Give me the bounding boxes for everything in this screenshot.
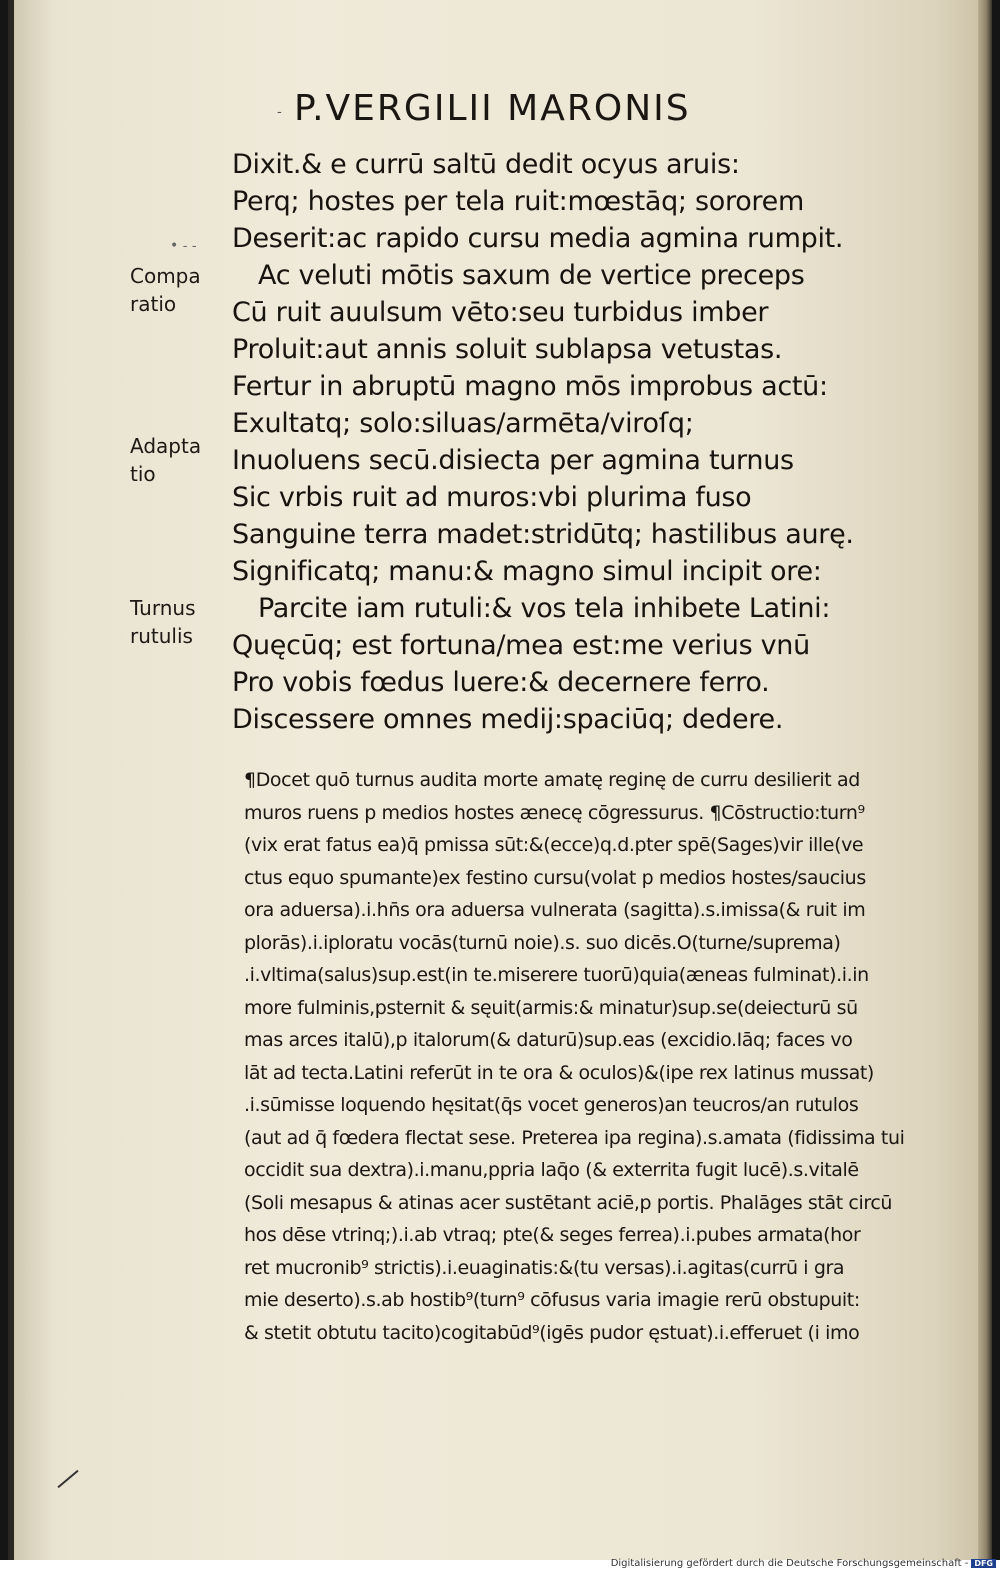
commentary-line: (vix erat fatus ea)q̄ pmissa sūt:&(ecce)q.d.pter spē(Sages)vir ille(ve — [244, 834, 864, 856]
verse-line: Dixit.& e currū saltū dedit ocyus aruis: — [232, 149, 740, 180]
verse-line: Cū ruit auulsum vēto:seu turbidus imber — [232, 297, 769, 328]
margin-note-line: Turnus — [130, 596, 196, 620]
verse-line: Sic vrbis ruit ad muros:vbi plurima fuso — [232, 482, 752, 513]
verse-line: Inuoluens secū.disiecta per agmina turnus — [232, 445, 794, 476]
verse-line: Significatq; manu:& magno simul incipit ore: — [232, 556, 822, 587]
margin-note-adaptatio — [130, 432, 201, 488]
dfg-logo: DFG — [971, 1559, 996, 1568]
commentary-line: more fulminis,psternit & sęuit(armis:& minatur)sup.se(deiecturū sū — [244, 996, 858, 1019]
commentary-line: lāt ad tecta.Latini referūt in te ora & oculos)&(ipe rex latinus mussat) — [244, 1061, 874, 1084]
margin-note-line: tio — [130, 462, 156, 486]
margin-note-line: ratio — [130, 292, 177, 316]
commentary-line: (aut ad q̄ fœdera flectat sese. Preterea ipa regina).s.amata (fidissima tui — [244, 1126, 905, 1149]
commentary-line: ora aduersa).i.hn̄s ora aduersa vulnerata (sagitta).s.imissa(& ruit im — [244, 899, 866, 921]
verse-line: Quęcūq; est fortuna/mea est:me verius vnū — [232, 630, 810, 661]
commentary-line: (Soli mesapus & atinas acer sustētant aciē,p portis. Phalāges stāt circū — [244, 1191, 893, 1214]
commentary-line: mas arces italū),p italorum(& daturū)sup.eas (excidio.Iāq; faces vo — [244, 1029, 853, 1051]
verse-line: Exultatq; solo:siluas/armēta/viroſq; — [232, 408, 694, 439]
digitization-credit — [611, 1558, 996, 1569]
running-head: P.VERGILII MARONIS — [294, 88, 691, 129]
running-head-ornament: - — [277, 104, 282, 120]
commentary-line: plorās).i.iploratu vocās(turnū noie).s. suo dicēs.O(turne/suprema) — [244, 931, 841, 954]
verse-line: Pro vobis fœdus luere:& decernere ferro. — [232, 667, 770, 698]
margin-note-line: Compa — [130, 264, 201, 288]
commentary-line: ret mucronib⁹ strictis).i.euaginatis:&(tu versas).i.agitas(currū i gra — [244, 1256, 845, 1279]
verse-line: Deserit:ac rapido cursu media agmina rumpit. — [232, 223, 844, 254]
commentary-line: occidit sua dextra).i.manu,ppria laq̄o (& exterrita fugit lucē).s.vitalē — [244, 1159, 859, 1181]
margin-note-turnus-rutulis — [130, 594, 196, 650]
commentary-line: .i.vltima(salus)sup.est(in te.miserere tuorū)quia(æneas fulminat).i.in — [244, 964, 869, 986]
verse-line: Ac veluti mōtis saxum de vertice preceps — [258, 260, 805, 291]
commentary-line: muros ruens p medios hostes ænecę cōgressurus. ¶Cōstructio:turn⁹ — [244, 801, 865, 824]
commentary-block — [244, 764, 964, 1349]
page-gutter-shadow — [978, 0, 992, 1560]
margin-note-line: Adapta — [130, 434, 202, 458]
commentary-line: .i.sūmisse loquendo hęsitat(q̄s vocet generos)an teucros/an rutulos — [244, 1094, 859, 1116]
commentary-line: ¶Docet quō turnus audita morte amatę reginę de curru desilierit ad — [244, 769, 860, 791]
verse-line: Discessere omnes medij:spaciūq; dedere. — [232, 704, 784, 735]
verse-block — [232, 146, 922, 738]
verse-line: Perq; hostes per tela ruit:mœstāq; sororem — [232, 186, 804, 217]
verse-line: Parcite iam rutuli:& vos tela inhibete Latini: — [258, 593, 831, 624]
commentary-line: hos dēse vtrinq;).i.ab vtraq; pte(& seges ferrea).i.pubes armata(hor — [244, 1224, 861, 1246]
margin-note-comparatio — [130, 262, 201, 318]
commentary-line: & stetit obtutu tacito)cogitabūd⁹(igēs pudor ęstuat).i.efferuet (i imo — [244, 1321, 860, 1344]
margin-note-line: rutulis — [130, 624, 193, 648]
commentary-line: ctus equo spumante)ex festino cursu(volat p medios hostes/saucius — [244, 866, 866, 889]
verse-line: Sanguine terra madet:stridūtq; hastilibus aurę. — [232, 519, 854, 550]
verse-line: Fertur in abruptū magno mōs improbus actū: — [232, 371, 828, 402]
margin-mark: • - - — [170, 238, 197, 254]
commentary-line: mie deserto).s.ab hostib⁹(turn⁹ cōfusus varia imagie rerū obstupuit: — [244, 1289, 860, 1311]
credit-text: Digitalisierung gefördert durch die Deutsche Forschungsgemeinschaft - — [610, 1558, 969, 1569]
verse-line: Proluit:aut annis soluit sublapsa vetustas. — [232, 334, 783, 365]
